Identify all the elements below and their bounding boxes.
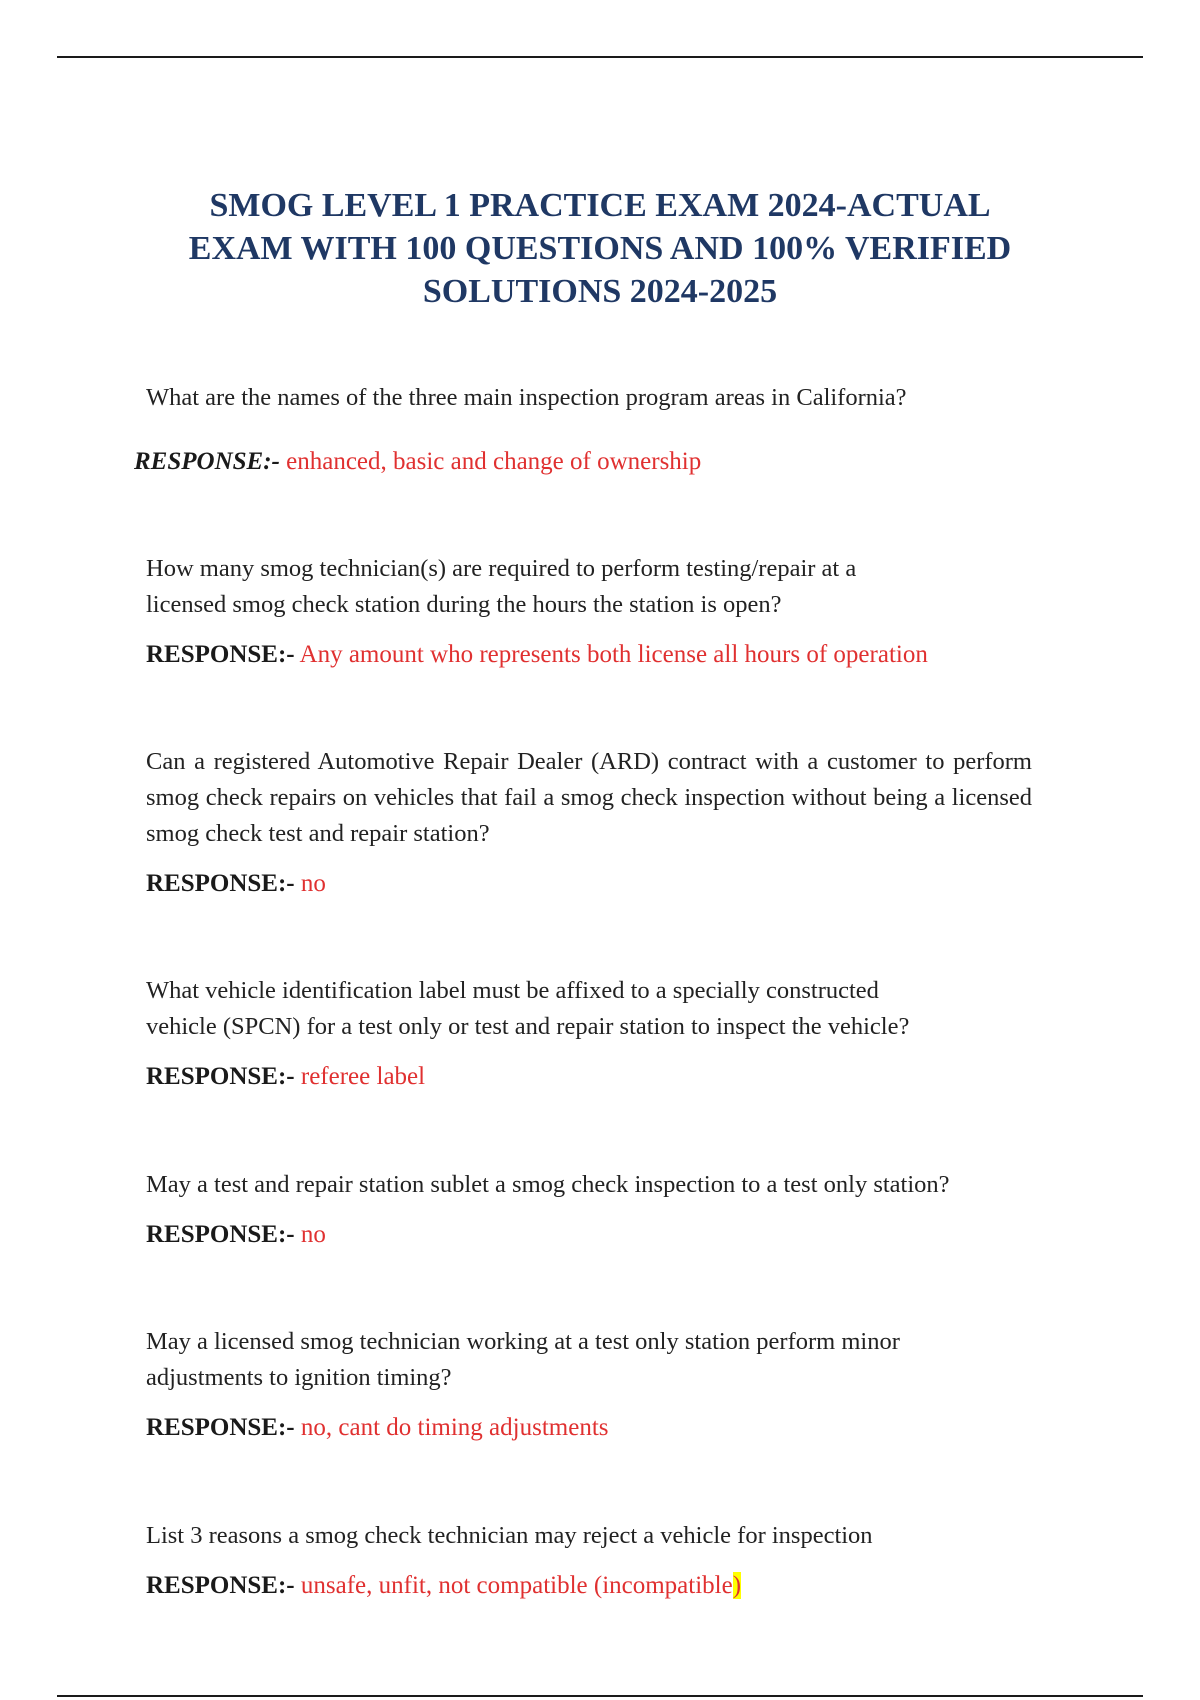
question-2-line-1: How many smog technician(s) are required to perform testing/repair at a xyxy=(146,555,857,582)
question-4-line-1: What vehicle identification label must be affixed to a specially constructed xyxy=(146,977,879,1004)
response-label: RESPONSE:- xyxy=(146,870,295,897)
title-line-1: SMOG LEVEL 1 PRACTICE EXAM 2024-ACTUAL xyxy=(209,187,991,224)
title-line-3: SOLUTIONS 2024-2025 xyxy=(422,273,778,310)
question-4 xyxy=(146,973,1066,1045)
response-7 xyxy=(146,1568,1066,1604)
response-2 xyxy=(146,637,1066,673)
question-5 xyxy=(146,1167,1086,1203)
answer-4: referee label xyxy=(300,1063,426,1090)
response-5 xyxy=(146,1217,1086,1253)
question-7-line-1: List 3 reasons a smog check technician may reject a vehicle for inspection xyxy=(146,1522,873,1549)
response-label: RESPONSE:- xyxy=(146,641,295,668)
question-6-line-2: adjustments to ignition timing? xyxy=(146,1364,452,1391)
response-3 xyxy=(146,866,1032,902)
title-line-2: EXAM WITH 100 QUESTIONS AND 100% VERIFIED xyxy=(188,230,1012,267)
qa-item-1 xyxy=(134,380,1066,480)
qa-item-6 xyxy=(146,1324,1066,1446)
question-3: Can a registered Automotive Repair Dealer (ARD) contract with a customer to perform smog check repairs on vehicles that fail a smog check inspection without being a licensed smog check test and repair station? xyxy=(146,748,1032,847)
top-rule xyxy=(57,56,1143,58)
question-6-line-1: May a licensed smog technician working at a test only station perform minor xyxy=(146,1328,900,1355)
response-label: RESPONSE:- xyxy=(146,1063,295,1090)
highlighted-paren: ) xyxy=(732,1572,742,1599)
answer-2: Any amount who represents both license all hours of operation xyxy=(299,641,928,668)
question-2 xyxy=(146,551,1066,623)
answer-3: no xyxy=(300,870,326,897)
response-label: RESPONSE:- xyxy=(146,1221,295,1248)
qa-item-4 xyxy=(146,973,1066,1095)
document-title xyxy=(120,184,1080,313)
response-1 xyxy=(134,444,1066,480)
answer-7: unsafe, unfit, not compatible (incompatible xyxy=(300,1572,733,1599)
response-6 xyxy=(146,1410,1066,1446)
response-4 xyxy=(146,1059,1066,1095)
question-1-line-1: What are the names of the three main inspection program areas in California? xyxy=(146,384,907,411)
question-6 xyxy=(146,1324,1066,1396)
question-2-line-2: licensed smog check station during the hours the station is open? xyxy=(146,591,782,618)
response-label: RESPONSE:- xyxy=(146,1414,295,1441)
qa-item-3 xyxy=(146,744,1032,902)
question-4-line-2: vehicle (SPCN) for a test only or test and repair station to inspect the vehicle? xyxy=(146,1013,910,1040)
answer-6: no, cant do timing adjustments xyxy=(300,1414,609,1441)
answer-5: no xyxy=(300,1221,326,1248)
response-label: RESPONSE:- xyxy=(146,1572,295,1599)
response-label: RESPONSE:- xyxy=(134,448,280,475)
answer-1: enhanced, basic and change of ownership xyxy=(286,448,702,475)
bottom-rule xyxy=(57,1695,1143,1697)
question-5-line-1: May a test and repair station sublet a smog check inspection to a test only station? xyxy=(146,1171,950,1198)
question-1 xyxy=(146,380,1066,416)
qa-item-7 xyxy=(146,1518,1066,1604)
question-7 xyxy=(146,1518,1066,1554)
qa-item-5 xyxy=(146,1167,1086,1253)
qa-item-2 xyxy=(146,551,1066,673)
